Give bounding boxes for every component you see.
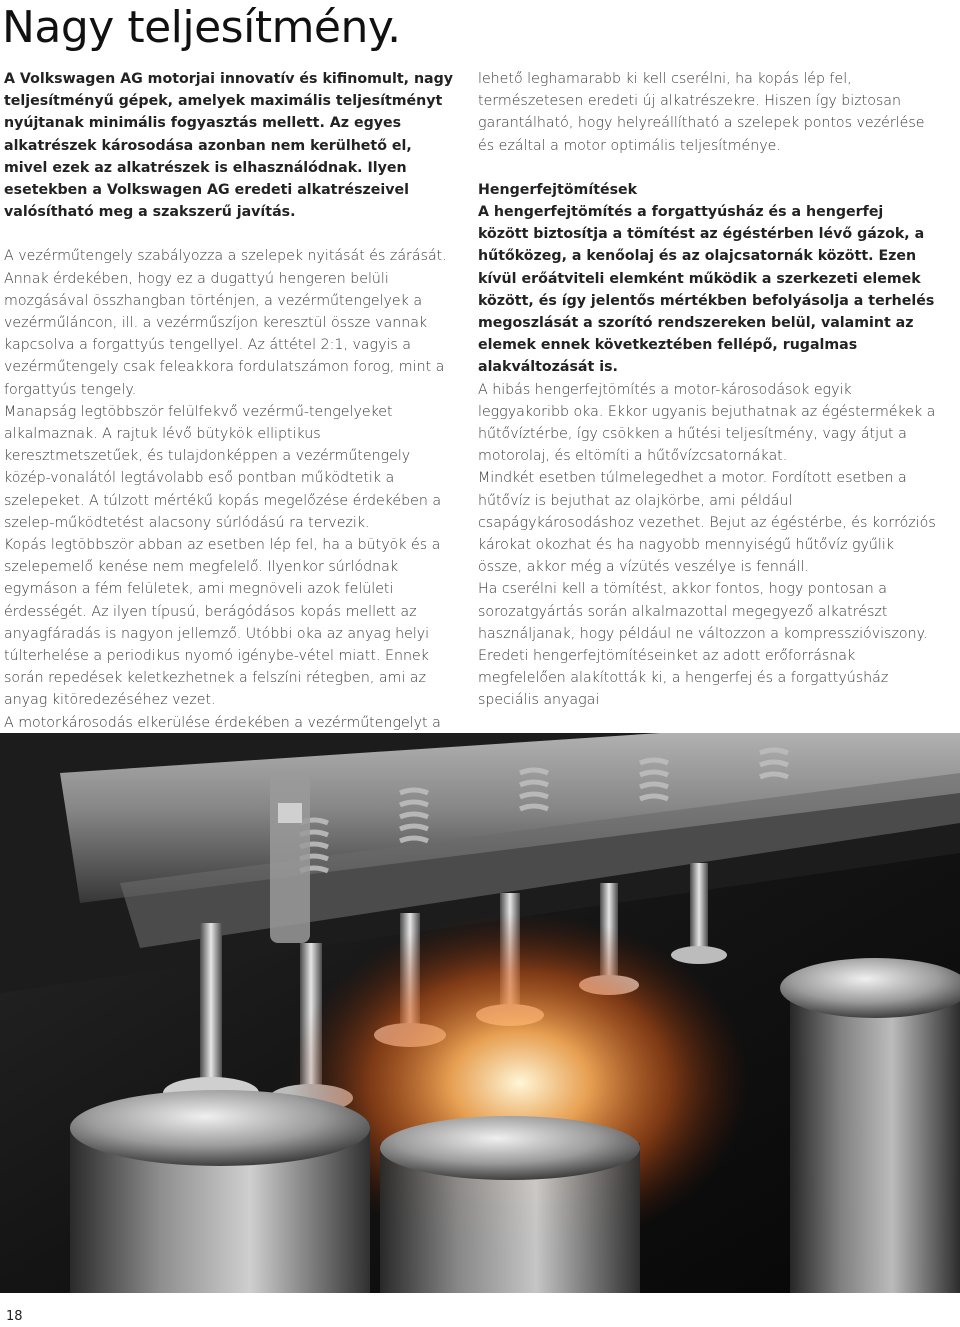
page-number: 18 [6,1309,23,1324]
original-gasket-paragraph: Eredeti hengerfejtömítéseinket az adott erőforrásnak megfelelően alakították ki, a hengerfej és a forgattyúsház speciális anyagai [478,648,889,709]
engine-cutaway-photo [0,733,960,1293]
right-column [478,68,938,712]
overheating-paragraph: Mindkét esetben túlmelegedhet a motor. Fordított esetben a hűtővíz is bejuthat az olajkörbe, ami például csapágykárosodáshoz vezethet. Bejut az égéstérbe, és korróziós károkat okozhat és ha nagyobb mennyiségű hűtővíz gyűlik össze, akkor még a vízütés veszélye is fennáll. [478,470,936,576]
intro-paragraph: A Volkswagen AG motorjai innovatív és kifinomult, nagy teljesítményű gépek, amelyek maximális teljesítményt nyújtanak minimális fogyasztás mellett. Az egyes alkatrészek károsodása azonban nem kerülhető el, mivel ezek az alkatrészek is elhasználódnak. Ilyen esetekben a Volkswagen AG eredeti alkatrészeivel valósítható meg a szakszerű javítás. [4,71,454,221]
replacement-paragraph: A motorkárosodás elkerülése érdekében a vezérműtengelyt a [4,714,441,731]
replacement-gasket-paragraph: Ha cserélni kell a tömítést, akkor fontos, hogy pontosan a sorozatgyártás során alkalmazottal megegyező alkatrészt használjanak, hogy például ne változzon a kompresszióviszony. [478,581,928,642]
left-column [4,68,456,734]
overhead-camshaft-paragraph: Manapság legtöbbször felülfekvő vezérmű-tengelyeket alkalmaznak. A rajtuk lévő bütykök elliptikus keresztmetszetűek, és tulajdonképpen a vezérműtengely közép-vonalától legtávolabb eső pontban működtetik a szelepeket. A túlzott mértékű kopás megelőzése érdekében a szelep-működtetést alacsony súrlódású ra tervezik. [4,403,442,531]
gasket-failure-paragraph: A hibás hengerfejtömítés a motor-károsodások egyik leggyakoribb oka. Ekkor ugyanis bejuthatnak az égéstermékek a hűtővíztérbe, így csökken a hűtési teljesítmény, vagy átjut a motorolaj, és eltömíti a hűtővízcsatornákat. [478,381,936,465]
camshaft-paragraph: A vezérműtengely szabályozza a szelepek nyitását és zárását. Annak érdekében, hogy ez a dugattyú hengeren belüli mozgásával összhangban történjen, a vezérműtengelyek a vezérműláncon, ill. a vezérműszíjon keresztül össze vannak kapcsolva a forgattyús tengellyel. Az áttétel 2:1, vagyis a vezérműtengely csak feleakkora fordulatszámon forog, mint a forgattyús tengely. [4,248,447,398]
continuation-paragraph: lehető leghamarabb ki kell cserélni, ha kopás lép fel, természetesen eredeti új alkatrészekre. Hiszen így biztosan garantálható, hogy helyreállítható a szelepek pontos vezérlése és ezáltal a motor optimális teljesítménye. [478,71,925,154]
page-title: Nagy teljesítmény. [2,2,401,53]
wear-paragraph: Kopás legtöbbször abban az esetben lép fel, ha a bütyök és a szelepemelő kenése nem megfelelő. Ilyenkor súrlódnak egymáson a fém felületek, ami megnöveli azok felületi érdességét. Az ilyen típusú, berágódásos kopás mellett az anyagfáradás is nagyon jellemző. Utóbbi oka az anyag helyi túlterhelése a periodikus nyomó igénybe-vétel miatt. Ennek során repedések keletkezhetnek a felszíni rétegben, ami az anyag kitöredezéséhez vezet. [4,537,441,709]
gasket-lead-paragraph: A hengerfejtömítés a forgattyúsház és a hengerfej között biztosítja a tömítést az égéstérben lévő gázok, a hűtőközeg, a kenőolaj és az olajcsatornák között. Ezen kívül erőátviteli elemként működik a szerkezeti elemek között, és így jelentős mértékben befolyásolja a terhelés megoszlását a szorító rendszereken belül, valamint az elemek ennek következtében fellépő, rugalmas alakváltozását is. [478,204,935,376]
section-heading: Hengerfejtömítések [478,181,638,198]
